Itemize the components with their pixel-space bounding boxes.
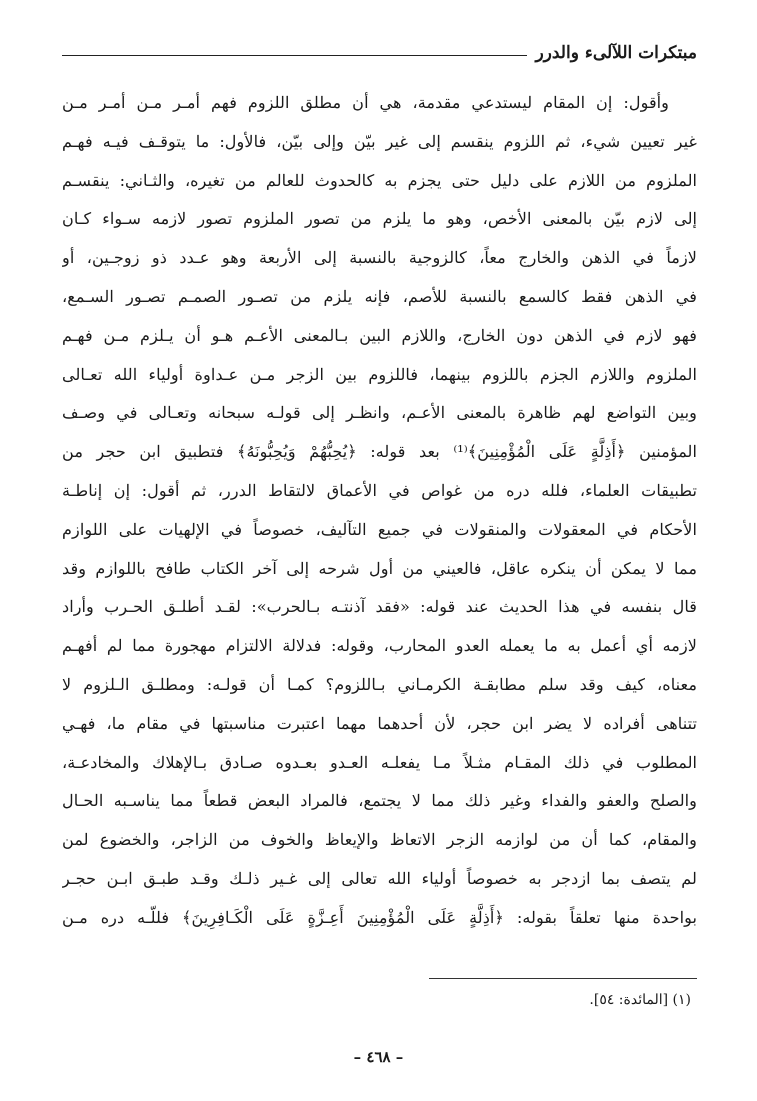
- text-line: قال بنفسه في هذا الحديث عند قوله: «فقد آذنتـه بـالحرب»: لقـد أطلـق الحـرب وأراد: [62, 597, 697, 617]
- body-text: [62, 84, 697, 938]
- text-line: وأقول: إن المقام ليستدعي مقدمة، هي أن مطلق اللزوم فهم أمـر مـن أمـر مـن: [62, 93, 669, 112]
- text-line: تتناهى أفراده لا يضر ابن حجر، لأن أحدهما مهما اعتبرت مناسبتها في مقام ما، فهـي: [62, 713, 697, 733]
- text-line: المطلوب في ذلك المقـام مثـلاً مـا يفعلـه العـدو بعـدوه صـادق بـالإهلاك والمخادعـة،: [62, 752, 697, 772]
- text-line: فهو لازم في الذهن دون الخارج، واللازم البين بـالمعنى الأعـم هـو أن يـلزم مـن فهـم: [62, 325, 697, 345]
- header-title: مبتكرات اللآلىء والدرر: [535, 43, 697, 63]
- text-line: تطبيقات العلماء، فلله دره من غواص في الأعماق لالتقاط الدرر، ثم أقول: إن إناطـة: [62, 480, 697, 500]
- text-line: معناه، كيف وقد سلم مطابقـة الكرمـاني بـاللزوم؟ كمـا أن قولـه: ومطلـق الـلزوم لا: [62, 674, 697, 694]
- page-number: – ٤٦٨ –: [353, 1048, 404, 1066]
- text-line: لازمه أي أعمل به ما يعمله العدو المحارب، وقوله: فدلالة الالتزام مهجورة مما لم أفهـم: [62, 636, 697, 656]
- text-line: الملزوم واللازم الجزم باللزوم بينهما، فاللزوم بين الزجر مـن عـداوة أولياء الله تعـالى: [62, 364, 697, 384]
- text-line: لازماً في الذهن والخارج معاً، كالزوجية بالنسبة إلى الأربعة وهو عـدد ذو زوجـين، أو: [62, 248, 697, 268]
- text-line: في الذهن فقط كالسمع بالنسبة للأصم، فإنه يلزم من تصـور الصمـم تصـور السـمع،: [62, 286, 697, 306]
- text-line: والمقام، كما أن من لوازمه الزجر الاتعاظ والإيعاظ والخوف من الزاجر، والخضوع لمن: [62, 830, 697, 850]
- text-line: والصلح والعفو والفداء وغير ذلك مما لا يجتمع، فالمراد البعض قطعاً مما يناسـبه الحـال: [62, 791, 697, 811]
- text-line: وبين التواضع لهم ظاهرة بالمعنى الأعـم، وانظـر إلى قولـه سبحانه وتعـالى في وصـف: [62, 403, 697, 423]
- text-line: الأحكام في المعقولات والمنقولات في جميع التآليف، خصوصاً في الإلهيات على اللوازم: [62, 519, 697, 539]
- text-line: مما لا يمكن أن ينكره عاقل، فالعيني من أول شرحه إلى آخر الكتاب طافح باللوازم وقد: [62, 558, 697, 578]
- footnote: (١) [المائدة: ٥٤].: [589, 992, 691, 1008]
- text-line: غير تعيين شيء، ثم اللزوم ينقسم إلى غير بيّن وإلى بيّن، فالأول: ما يتوقـف فيـه فهـم: [62, 131, 697, 151]
- text-line: الملزوم من اللازم على دليل حتى يجزم به كالحدوث للعالم من تغيره، والثـاني: ينقسـم: [62, 170, 697, 190]
- text-line: بواحدة منها تعلقاً بقوله: ﴿أَذِلَّةٍ عَلَى الْمُؤْمِنِينَ أَعِـزَّةٍ عَلَى الْكَـافِرِينَ﴾ فللّـه دره مـن: [62, 907, 697, 927]
- text-line: المؤمنين ﴿أَذِلَّةٍ عَلَى الْمُؤْمِنِينَ﴾⁽¹⁾ بعد قوله: ﴿يُحِبُّهُمْ وَيُحِبُّونَهُ﴾ فتطبيق ابن حجر من: [62, 442, 697, 462]
- text-line: لم يتصف بما ازدجر به خصوصاً أولياء الله تعالى إلى غـير ذلـك وقـد طبـق ابـن حجـر: [62, 868, 697, 888]
- text-line: إلى لازم بيّن بالمعنى الأخص، وهو ما يلزم من تصور الملزوم تصور لازمه سـواء كـان: [62, 209, 697, 229]
- running-header: [62, 38, 697, 68]
- footnote-divider: [429, 978, 697, 979]
- header-rule: [62, 55, 527, 56]
